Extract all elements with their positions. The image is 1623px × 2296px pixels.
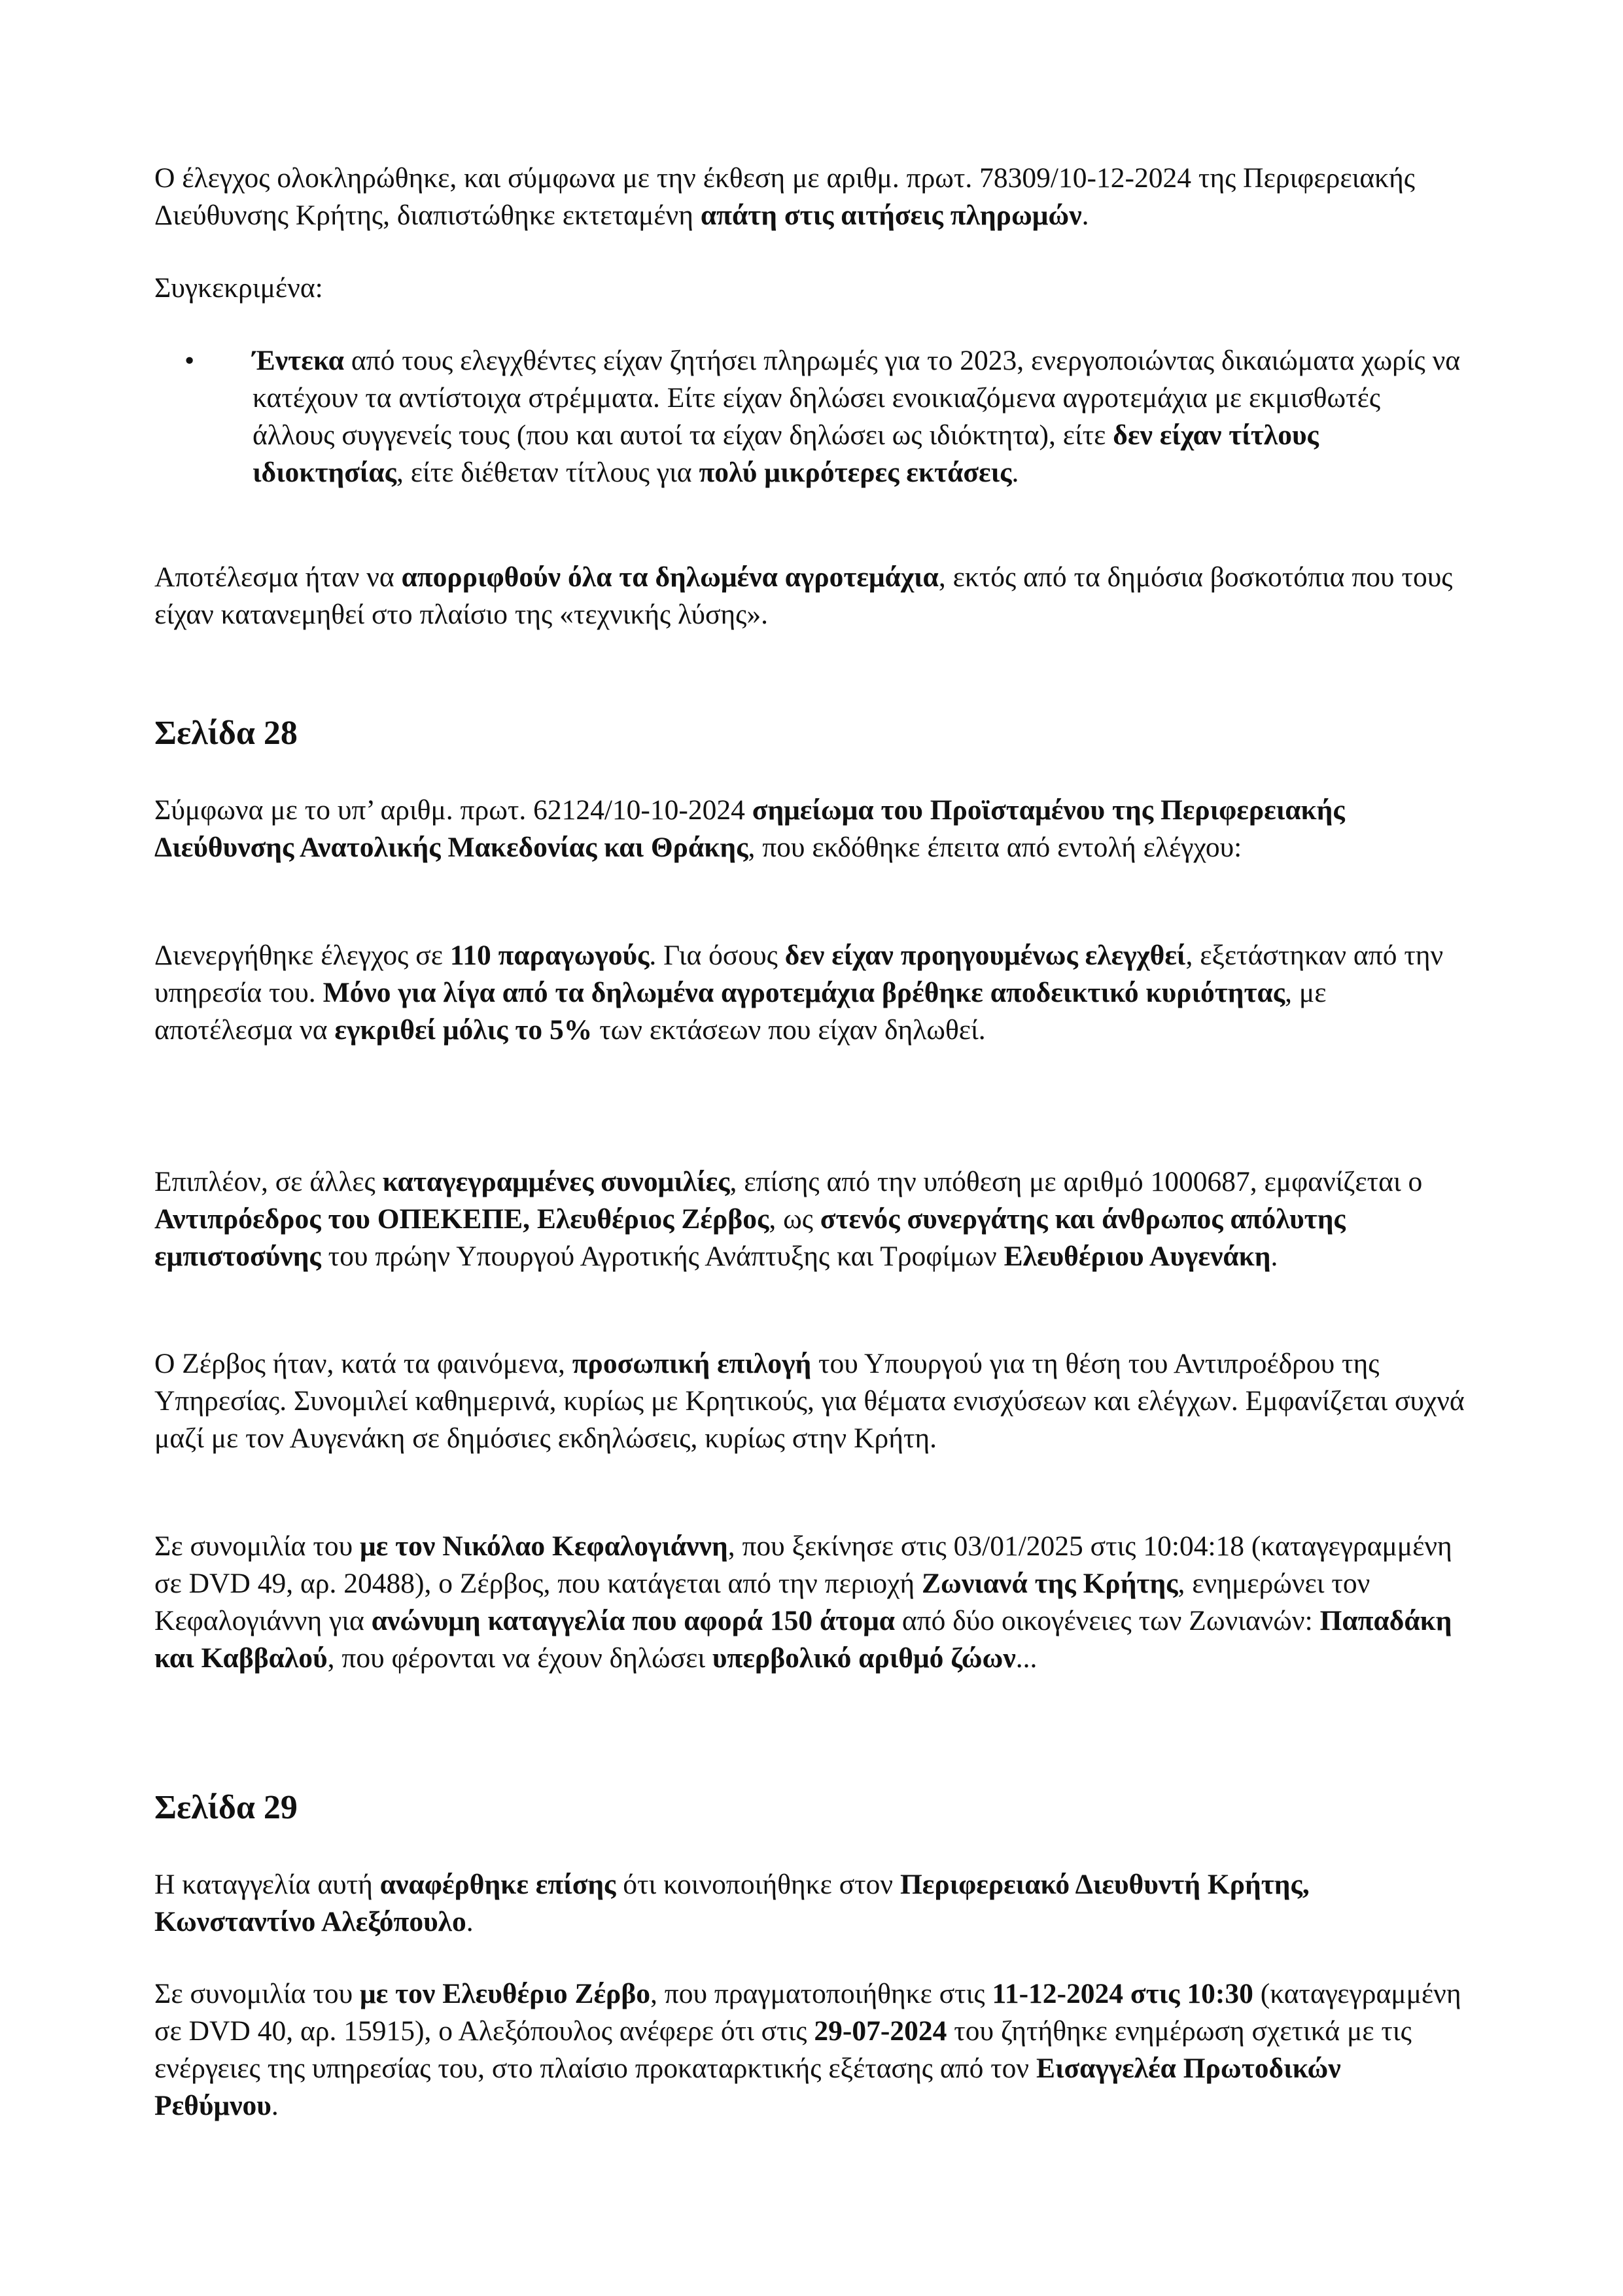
paragraph-complaint: Η καταγγελία αυτή αναφέρθηκε επίσης ότι κοινοποιήθηκε στον Περιφερειακό Διευθυντή Κρήτης, Κωνσταντίνο Αλεξόπουλο. bbox=[154, 1869, 1310, 1937]
paragraph-memo: Σύμφωνα με το υπ’ αριθμ. πρωτ. 62124/10-10-2024 σημείωμα του Προϊσταμένου της Περιφερειακής Διεύθυνσης Ανατολικής Μακεδονίας και Θράκης, που εκδόθηκε έπειτα από εντολή ελέγχου: bbox=[154, 794, 1345, 863]
document-page bbox=[154, 0, 1469, 2296]
paragraph-specifically: Συγκεκριμένα: bbox=[154, 272, 323, 304]
paragraph-result: Αποτέλεσμα ήταν να απορριφθούν όλα τα δηλωμένα αγροτεμάχια, εκτός από τα δημόσια βοσκοτόπια που τους είχαν κατανεμηθεί στο πλαίσιο της «τεχνικής λύσης». bbox=[154, 561, 1453, 630]
bullet-list bbox=[154, 342, 1469, 491]
paragraph-zervos: Ο Ζέρβος ήταν, κατά τα φαινόμενα, προσωπική επιλογή του Υπουργού για τη θέση του Αντιπροέδρου της Υπηρεσίας. Συνομιλεί καθημερινά, κυρίως με Κρητικούς, για θέματα ενισχύσεων και ελέγχων. Εμφανίζεται συχνά μαζί με τον Αυγενάκη σε δημόσιες εκδηλώσεις, κυρίως στην Κρήτη. bbox=[154, 1348, 1465, 1454]
bullet-marker: • bbox=[184, 345, 195, 376]
paragraph-kefalogiannis-call: Σε συνομιλία του με τον Νικόλαο Κεφαλογιάννη, που ξεκίνησε στις 03/01/2025 στις 10:04:18 (καταγεγραμμένη σε DVD 49, αρ. 20488), ο Ζέρβος, που κατάγεται από την περιοχή Ζωνιανά της Κρήτης, ενημερώνει τον Κεφαλογιάννη για ανώνυμη καταγγελία που αφορά 150 άτομα από δύο οικογένειες των Ζωνιανών: Παπαδάκη και Καββαλού, που φέρονται να έχουν δηλώσει υπερβολικό αριθμό ζώων... bbox=[154, 1530, 1452, 1674]
paragraph-audit-result: Ο έλεγχος ολοκληρώθηκε, και σύμφωνα με την έκθεση με αριθμ. πρωτ. 78309/10-12-2024 της Περιφερειακής Διεύθυνσης Κρήτης, διαπιστώθηκε εκτεταμένη απάτη στις αιτήσεις πληρωμών. bbox=[154, 162, 1415, 231]
section-heading-page-28: Σελίδα 28 bbox=[154, 715, 298, 752]
paragraph-inspection: Διενεργήθηκε έλεγχος σε 110 παραγωγούς. Για όσους δεν είχαν προηγουμένως ελεγχθεί, εξετάστηκαν από την υπηρεσία του. Μόνο για λίγα από τα δηλωμένα αγροτεμάχια βρέθηκε αποδεικτικό κυριότητας, με αποτέλεσμα να εγκριθεί μόλις το 5% των εκτάσεων που είχαν δηλωθεί. bbox=[154, 940, 1444, 1046]
list-item: • Έντεκα από τους ελεγχθέντες είχαν ζητήσει πληρωμές για το 2023, ενεργοποιώντας δικαιώματα χωρίς να κατέχουν τα αντίστοιχα στρέμματα. Είτε είχαν δηλώσει ενοικιαζόμενα αγροτεμάχια με εκμισθωτές άλλους συγγενείς τους (που και αυτοί τα είχαν δηλώσει ως ιδιόκτητα), είτε δεν είχαν τίτλους ιδιοκτησίας, είτε διέθεταν τίτλους για πολύ μικρότερες εκτάσεις. bbox=[154, 342, 1469, 491]
paragraph-zervos-call: Σε συνομιλία του με τον Ελευθέριο Ζέρβο, που πραγματοποιήθηκε στις 11-12-2024 στις 10:30 (καταγεγραμμένη σε DVD 40, αρ. 15915), ο Αλεξόπουλος ανέφερε ότι στις 29-07-2024 του ζητήθηκε ενημέρωση σχετικά με τις ενέργειες της υπηρεσίας του, στο πλαίσιο προκαταρκτικής εξέτασης από τον Εισαγγελέα Πρωτοδικών Ρεθύμνου. bbox=[154, 1978, 1461, 2121]
paragraph-recorded-conversations: Επιπλέον, σε άλλες καταγεγραμμένες συνομιλίες, επίσης από την υπόθεση με αριθμό 1000687, εμφανίζεται ο Αντιπρόεδρος του ΟΠΕΚΕΠΕ, Ελευθέριος Ζέρβος, ως στενός συνεργάτης και άνθρωπος απόλυτης εμπιστοσύνης του πρώην Υπουργού Αγροτικής Ανάπτυξης και Τροφίμων Ελευθέριου Αυγενάκη. bbox=[154, 1166, 1423, 1272]
section-heading-page-29: Σελίδα 29 bbox=[154, 1789, 298, 1826]
